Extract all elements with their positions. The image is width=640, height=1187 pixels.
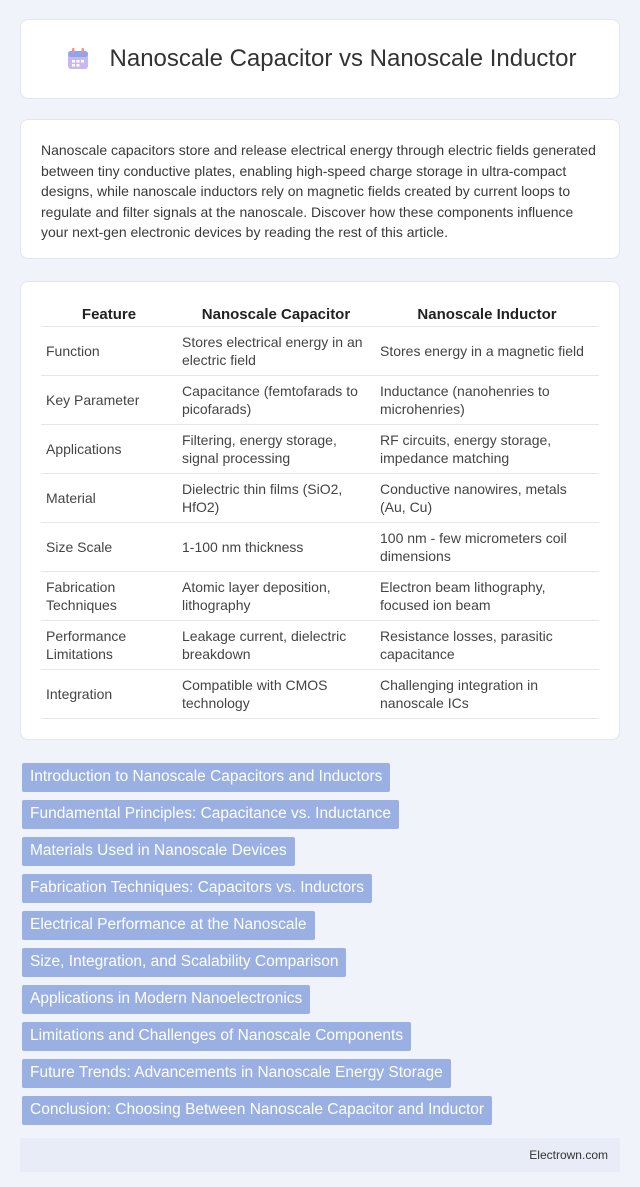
- toc-link-applications[interactable]: Applications in Modern Nanoelectronics: [22, 985, 310, 1014]
- page-title: Nanoscale Capacitor vs Nanoscale Inductor: [109, 45, 577, 72]
- table-cell: Conductive nanowires, metals (Au, Cu): [375, 473, 599, 522]
- comparison-table: [41, 302, 599, 719]
- table-cell: Stores energy in a magnetic field: [375, 326, 599, 375]
- table-cell: Inductance (nanohenries to microhenries): [375, 375, 599, 424]
- table-cell: Size Scale: [41, 522, 177, 571]
- table-cell: Dielectric thin films (SiO2, HfO2): [177, 473, 375, 522]
- table-row: [41, 473, 599, 522]
- table-cell: Stores electrical energy in an electric field: [177, 326, 375, 375]
- toc-link-electrical-performance[interactable]: Electrical Performance at the Nanoscale: [22, 911, 315, 940]
- table-cell: Electron beam lithography, focused ion beam: [375, 571, 599, 620]
- table-row: [41, 424, 599, 473]
- table-cell: 100 nm - few micrometers coil dimensions: [375, 522, 599, 571]
- table-cell: Function: [41, 326, 177, 375]
- toc-link-future-trends[interactable]: Future Trends: Advancements in Nanoscale Energy Storage: [22, 1059, 451, 1088]
- table-cell: Resistance losses, parasitic capacitance: [375, 620, 599, 669]
- table-row: [41, 522, 599, 571]
- table-cell: Key Parameter: [41, 375, 177, 424]
- table-cell: Integration: [41, 669, 177, 718]
- toc-link-limitations[interactable]: Limitations and Challenges of Nanoscale Components: [22, 1022, 411, 1051]
- table-cell: Applications: [41, 424, 177, 473]
- table-row: [41, 620, 599, 669]
- toc-link-introduction[interactable]: Introduction to Nanoscale Capacitors and Inductors: [22, 763, 390, 792]
- table-cell: Atomic layer deposition, lithography: [177, 571, 375, 620]
- table-header-row: [41, 302, 599, 326]
- table-cell: Challenging integration in nanoscale ICs: [375, 669, 599, 718]
- footer-site-name: Electrown.com: [529, 1148, 608, 1162]
- table-cell: 1-100 nm thickness: [177, 522, 375, 571]
- toc-link-materials[interactable]: Materials Used in Nanoscale Devices: [22, 837, 295, 866]
- table-cell: Fabrication Techniques: [41, 571, 177, 620]
- calendar-icon: [64, 45, 92, 73]
- table-cell: Filtering, energy storage, signal processing: [177, 424, 375, 473]
- table-row: [41, 669, 599, 718]
- toc-link-fabrication[interactable]: Fabrication Techniques: Capacitors vs. Inductors: [22, 874, 372, 903]
- intro-paragraph: Nanoscale capacitors store and release electrical energy through electric fields generated between tiny conductive plates, enabling high-speed charge storage in ultra-compact designs, while nanoscale inductors rely on magnetic fields created by current loops to regulate and filter signals at the nanoscale. Discover how these components influence your next-gen electronic devices by reading the rest of this article.: [41, 142, 596, 240]
- header-feature: Feature: [41, 302, 177, 326]
- table-cell: Compatible with CMOS technology: [177, 669, 375, 718]
- table-cell: RF circuits, energy storage, impedance matching: [375, 424, 599, 473]
- comparison-table-card: [20, 281, 620, 740]
- toc-link-fundamental-principles[interactable]: Fundamental Principles: Capacitance vs. Inductance: [22, 800, 399, 829]
- toc-link-conclusion[interactable]: Conclusion: Choosing Between Nanoscale Capacitor and Inductor: [22, 1096, 492, 1125]
- table-cell: Capacitance (femtofarads to picofarads): [177, 375, 375, 424]
- title-card: [20, 19, 620, 99]
- header-capacitor: Nanoscale Capacitor: [177, 302, 375, 326]
- table-row: [41, 375, 599, 424]
- table-row: [41, 326, 599, 375]
- toc-link-size-integration[interactable]: Size, Integration, and Scalability Comparison: [22, 948, 346, 977]
- table-of-contents: [22, 763, 620, 1125]
- header-inductor: Nanoscale Inductor: [375, 302, 599, 326]
- table-cell: Leakage current, dielectric breakdown: [177, 620, 375, 669]
- footer: [20, 1138, 620, 1172]
- table-row: [41, 571, 599, 620]
- table-cell: Material: [41, 473, 177, 522]
- table-cell: Performance Limitations: [41, 620, 177, 669]
- intro-card: [20, 119, 620, 259]
